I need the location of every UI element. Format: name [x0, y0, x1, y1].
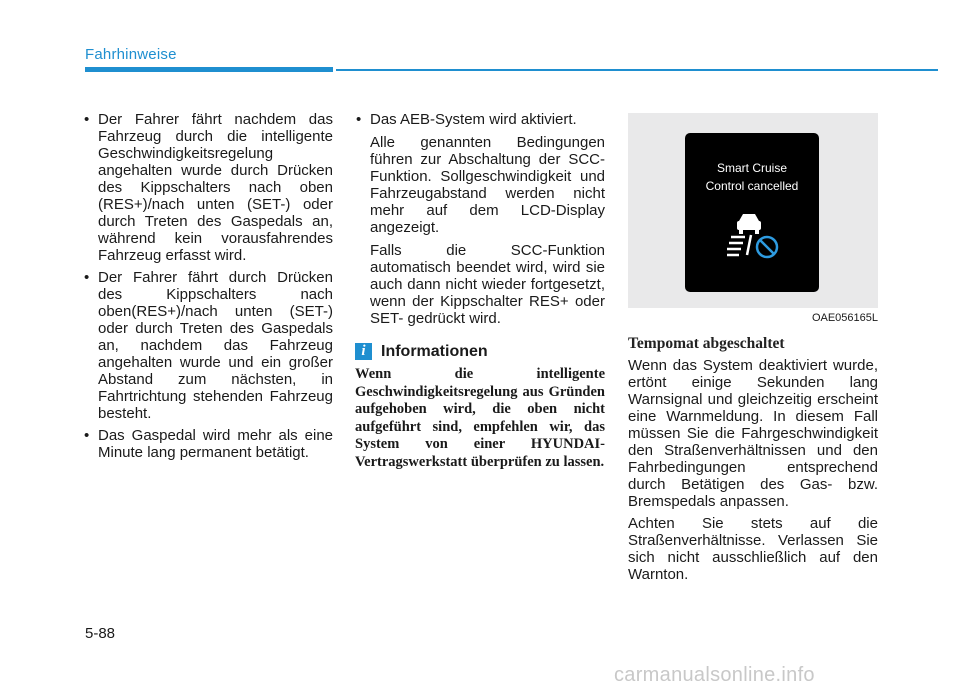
header-rule-thick — [85, 67, 333, 72]
info-title: Informationen — [381, 343, 488, 360]
paragraph: Achten Sie stets auf die Straßenverhältnisse. Verlassen Sie sich nicht ausschließlich auf den Warnton. — [628, 515, 878, 583]
bullet-item: • Das AEB-System wird aktiviert. — [355, 111, 605, 128]
lcd-screen — [685, 133, 819, 292]
bullet-list — [83, 111, 333, 461]
column-middle — [355, 111, 605, 471]
paragraph: Alle genannten Bedingungen führen zur Abschaltung der SCC-Funktion. Sollgeschwindigkeit und Fahrzeugabstand werden nicht mehr auf dem LCD-Display angezeigt. — [370, 134, 605, 236]
info-box-header — [355, 343, 605, 360]
screen-message-line2: Control cancelled — [705, 179, 799, 193]
bullet-item: • Das Gaspedal wird mehr als eine Minute lang permanent betätigt. — [83, 427, 333, 461]
cruise-cancelled-icon — [727, 211, 783, 261]
subheading: Tempomat abgeschaltet — [628, 335, 785, 352]
bullet-list — [355, 111, 605, 128]
info-body: Wenn die intelligente Geschwindigkeitsregelung aus Gründen aufgehoben wird, die oben nicht aufgeführt sind, empfehlen wir, das System von einer HYUNDAI-Vertragswerkstatt überprüfen zu lassen. — [355, 366, 605, 470]
column-right — [628, 111, 878, 583]
section-title: Fahrhinweise — [85, 46, 177, 63]
header-rule-thin — [336, 69, 938, 71]
cluster-display-figure — [628, 113, 878, 308]
figure-caption: OAE056165L — [811, 312, 878, 324]
info-icon: i — [355, 343, 372, 360]
page-number: 5-88 — [85, 625, 116, 642]
paragraph: Wenn das System deaktiviert wurde, ertönt einige Sekunden lang Warnsignal und gleichzeitig erscheint eine Warnmeldung. In diesem Fall müssen Sie die Fahrgeschwindigkeit den Straßenverhältnissen und den Fahrbedingungen entsprechend durch Betätigen des Gas- bzw. Bremspedals anpassen. — [628, 357, 878, 510]
bullet-item: • Der Fahrer fährt durch Drücken des Kippschalters nach oben(RES+)/nach unten (SET-) oder durch Treten des Gaspedals an, nachdem das Fahrzeug angehalten wurde und ein großer Abstand zum nächsten, in Fahrtrichtung stehenden Fahrzeug besteht. — [83, 269, 333, 422]
screen-message-line1: Smart Cruise — [716, 161, 787, 175]
column-left — [83, 111, 333, 466]
paragraph: Falls die SCC-Funktion automatisch beendet wird, wird sie auch dann nicht wieder fortgesetzt, wenn der Kippschalter RES+ oder SET- gedrückt wird. — [370, 242, 605, 327]
watermark: carmanualsonline.info — [614, 664, 815, 686]
bullet-item: • Der Fahrer fährt nachdem das Fahrzeug durch die intelligente Geschwindigkeitsregelung angehalten wurde durch Drücken des Kippschalters nach oben (RES+)/nach unten (SET-) oder durch Treten des Gaspedals an, während kein vorausfahrendes Fahrzeug erfasst wird. — [83, 111, 333, 264]
